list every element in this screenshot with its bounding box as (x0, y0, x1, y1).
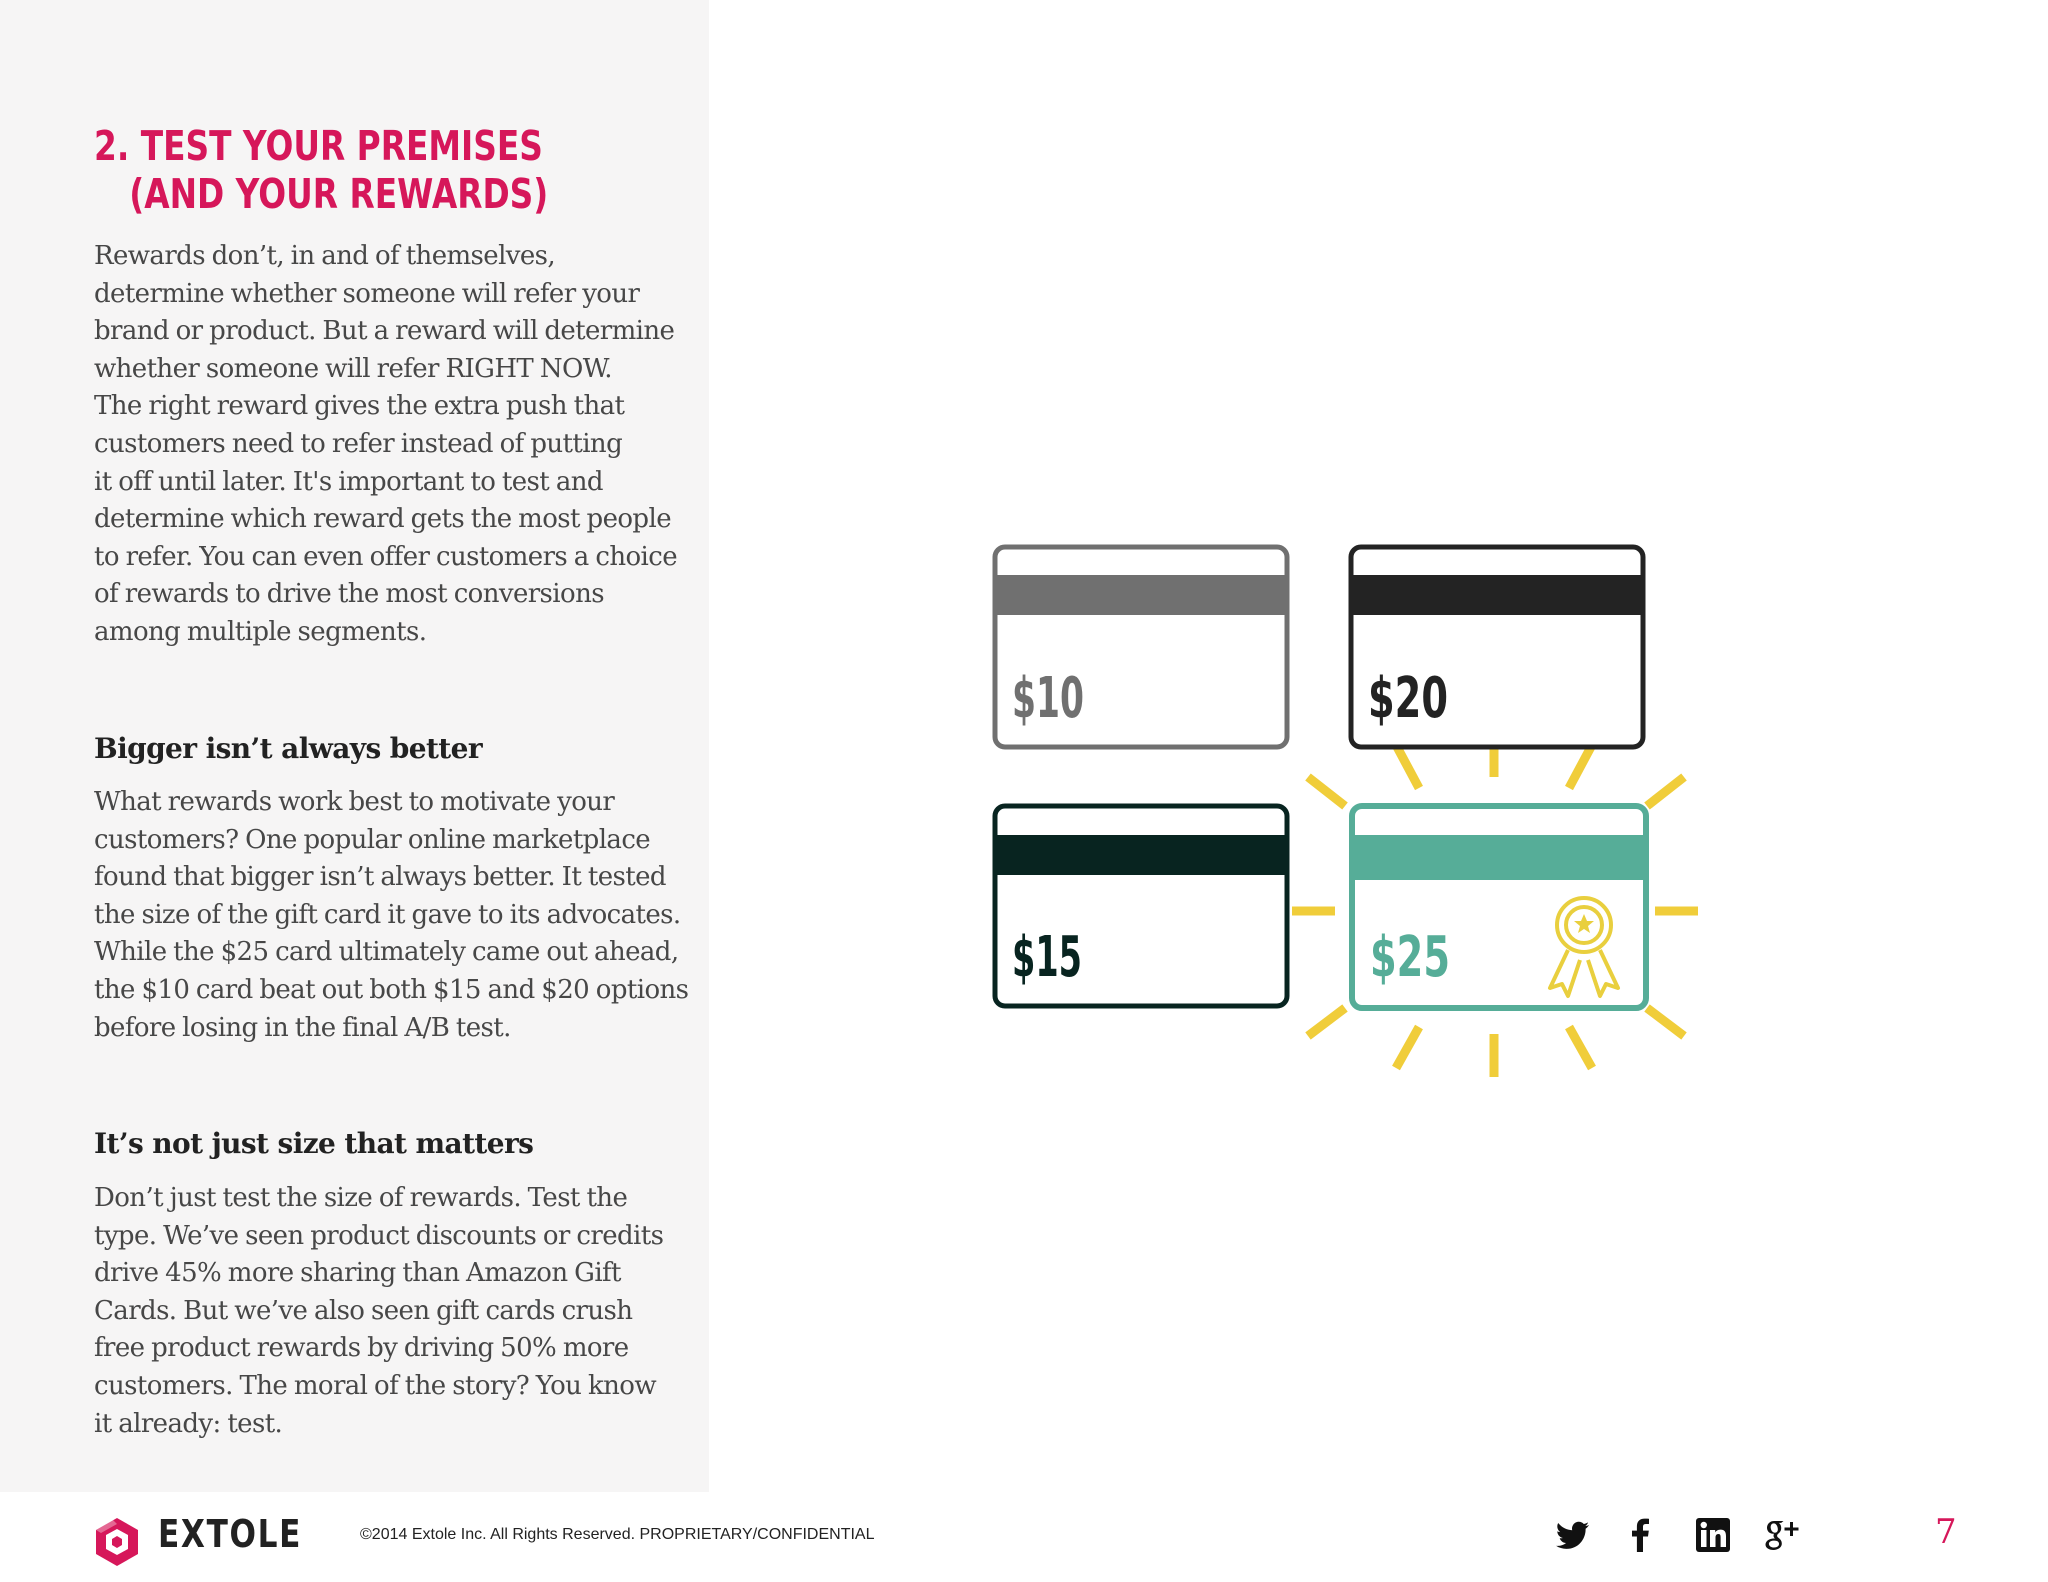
gift-card-15 (995, 806, 1287, 1006)
card-stripe (998, 835, 1285, 875)
gift-card-20 (1351, 547, 1643, 747)
ray (1647, 1008, 1684, 1036)
ray (1569, 1027, 1592, 1068)
linkedin-icon[interactable] (1696, 1518, 1730, 1552)
intro-line: whether someone will refer RIGHT NOW. (94, 353, 612, 384)
intro-line: determine which reward gets the most people (94, 504, 671, 535)
card-stripe (1354, 575, 1641, 615)
size-line: it already: test. (94, 1408, 283, 1439)
footer (0, 1492, 2048, 1582)
size-line: customers. The moral of the story? You know (94, 1370, 656, 1401)
intro-line: Rewards don’t, in and of themselves, (94, 241, 556, 271)
bigger-line: found that bigger isn’t always better. It tested (94, 862, 666, 893)
bigger-line: the $10 card beat out both $15 and $20 options (94, 974, 689, 1005)
bigger-line: the size of the gift card it gave to its advocates. (94, 899, 681, 930)
size-line: Cards. But we’ve also seen gift cards crush (94, 1295, 633, 1326)
heading-line-1: 2. TEST YOUR PREMISES (94, 122, 543, 170)
gift-card-25 (1352, 806, 1646, 1008)
ray (1308, 777, 1345, 806)
intro-line: brand or product. But a reward will determine (94, 316, 675, 347)
card-value: $25 (1370, 925, 1450, 990)
facebook-icon[interactable] (1630, 1518, 1650, 1552)
google-plus-icon[interactable] (1762, 1518, 1802, 1554)
ray (1396, 1027, 1419, 1068)
twitter-icon[interactable] (1556, 1521, 1590, 1551)
size-line: Don’t just test the size of rewards. Test the (94, 1183, 628, 1213)
intro-line: of rewards to drive the most conversions (94, 579, 604, 610)
bigger-line: While the $25 card ultimately came out ahead, (94, 937, 679, 968)
intro-line: The right reward gives the extra push that (94, 391, 625, 422)
page-number: 7 (1935, 1512, 1957, 1552)
subheading-size: It’s not just size that matters (94, 1127, 534, 1160)
intro-line: customers need to refer instead of putting (94, 428, 623, 459)
bigger-line: customers? One popular online marketplace (94, 824, 651, 855)
ray (1647, 777, 1684, 806)
subheading-bigger: Bigger isn’t always better (94, 732, 482, 765)
ray (1569, 745, 1592, 788)
bigger-line: What rewards work best to motivate your (94, 787, 615, 817)
size-line: free product rewards by driving 50% more (94, 1333, 629, 1364)
intro-line: it off until later. It's important to test and (94, 466, 603, 497)
size-line: drive 45% more sharing than Amazon Gift (94, 1258, 621, 1289)
heading-line-2: (AND YOUR REWARDS) (129, 170, 549, 218)
intro-line: among multiple segments. (94, 616, 427, 647)
ray (1396, 745, 1419, 788)
card-value: $20 (1368, 666, 1448, 731)
intro-line: to refer. You can even offer customers a choice (94, 541, 678, 572)
copyright-text: ©2014 Extole Inc. All Rights Reserved. PROPRIETARY/CONFIDENTIAL (360, 1526, 875, 1543)
extole-logo-icon (93, 1516, 141, 1568)
brand-name: EXTOLE (158, 1512, 303, 1556)
card-stripe (1355, 835, 1643, 880)
bigger-line: before losing in the final A/B test. (94, 1012, 511, 1043)
size-line: type. We’ve seen product discounts or credits (94, 1220, 664, 1251)
card-stripe (998, 575, 1285, 615)
card-value: $10 (1012, 666, 1084, 731)
intro-line: determine whether someone will refer your (94, 278, 640, 309)
card-value: $15 (1012, 925, 1082, 990)
gift-card-10 (995, 547, 1287, 747)
ray (1308, 1008, 1345, 1036)
